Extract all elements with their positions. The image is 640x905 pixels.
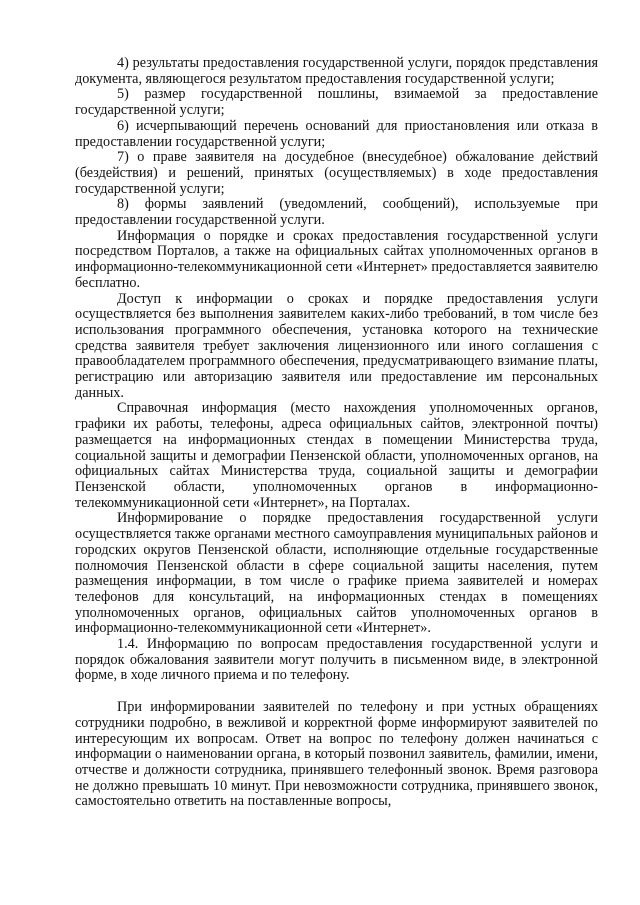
paragraph-local-informing: Информирование о порядке предоставления государственной услуги осуществляется также органами местного самоуправления муниципальных районов и городских округов Пензенской области, исполняющие отдельные государственные полномочия Пензенской области в сфере социальной защиты населения, путем размещения информации, в том числе о графике приема заявителей и номерах телефонов для консультаций, на информационных стендах в помещениях уполномоченных органов, официальных сайтов уполномоченных органов в информационно-телекоммуникационной сети «Интернет».	[75, 510, 598, 637]
paragraph-reference-info: Справочная информация (место нахождения уполномоченных органов, графики их работы, телефоны, адреса официальных сайтов, электронной почты) размещается на информационных стендах в помещении Министерства труда, социальной защиты и демографии Пензенской области, уполномоченных органов, на официальных сайтах Министерства труда, социальной защиты и демографии Пензенской области, уполномоченных органов в информационно-телекоммуникационной сети «Интернет», на Порталах.	[75, 400, 598, 511]
paragraph-portal-info: Информация о порядке и сроках предоставления государственной услуги посредством Порталов, а также на официальных сайтах уполномоченных органов в информационно-телекоммуникационной сети «Интернет» предоставляется заявителю бесплатно.	[75, 227, 598, 291]
paragraph-access-info: Доступ к информации о сроках и порядке предоставления услуги осуществляется без выполнения заявителем каких-либо требований, в том числе без использования программного обеспечения, установка которого на технические средства заявителя требует заключения лицензионного или иного соглашения с правообладателем программного обеспечения, предусматривающего взимание платы, регистрацию или авторизацию заявителя или предоставление им персональных данных.	[75, 290, 598, 401]
paragraph-item-8: 8) формы заявлений (уведомлений, сообщений), используемые при предоставлении государственной услуги.	[75, 196, 598, 229]
paragraph-item-4: 4) результаты предоставления государственной услуги, порядок представления документа, являющегося результатом предоставления государственной услуги;	[75, 55, 598, 87]
paragraph-phone-informing: При информировании заявителей по телефону и при устных обращениях сотрудники подробно, в вежливой и корректной форме информируют заявителей по интересующим их вопросам. Ответ на вопрос по телефону должен начинаться с информации о наименовании органа, в который позвонил заявитель, фамилии, имени, отчестве и должности сотрудника, принявшего телефонный звонок. Время разговора не должно превышать 10 минут. При невозможности сотрудника, принявшего звонок, самостоятельно ответить на поставленные вопросы,	[75, 699, 598, 810]
paragraph-section-1-4: 1.4. Информацию по вопросам предоставления государственной услуги и порядок обжалования заявители могут получить в письменном виде, в электронной форме, в ходе личного приема и по телефону.	[75, 636, 598, 684]
paragraph-item-7: 7) о праве заявителя на досудебное (внесудебное) обжалование действий (бездействия) и решений, принятых (осуществляемых) в ходе предоставления государственной услуги;	[75, 149, 598, 197]
paragraph-item-6: 6) исчерпывающий перечень оснований для приостановления или отказа в предоставлении государственной услуги;	[75, 117, 598, 150]
paragraph-item-5: 5) размер государственной пошлины, взимаемой за предоставление государственной услуги;	[75, 86, 598, 119]
